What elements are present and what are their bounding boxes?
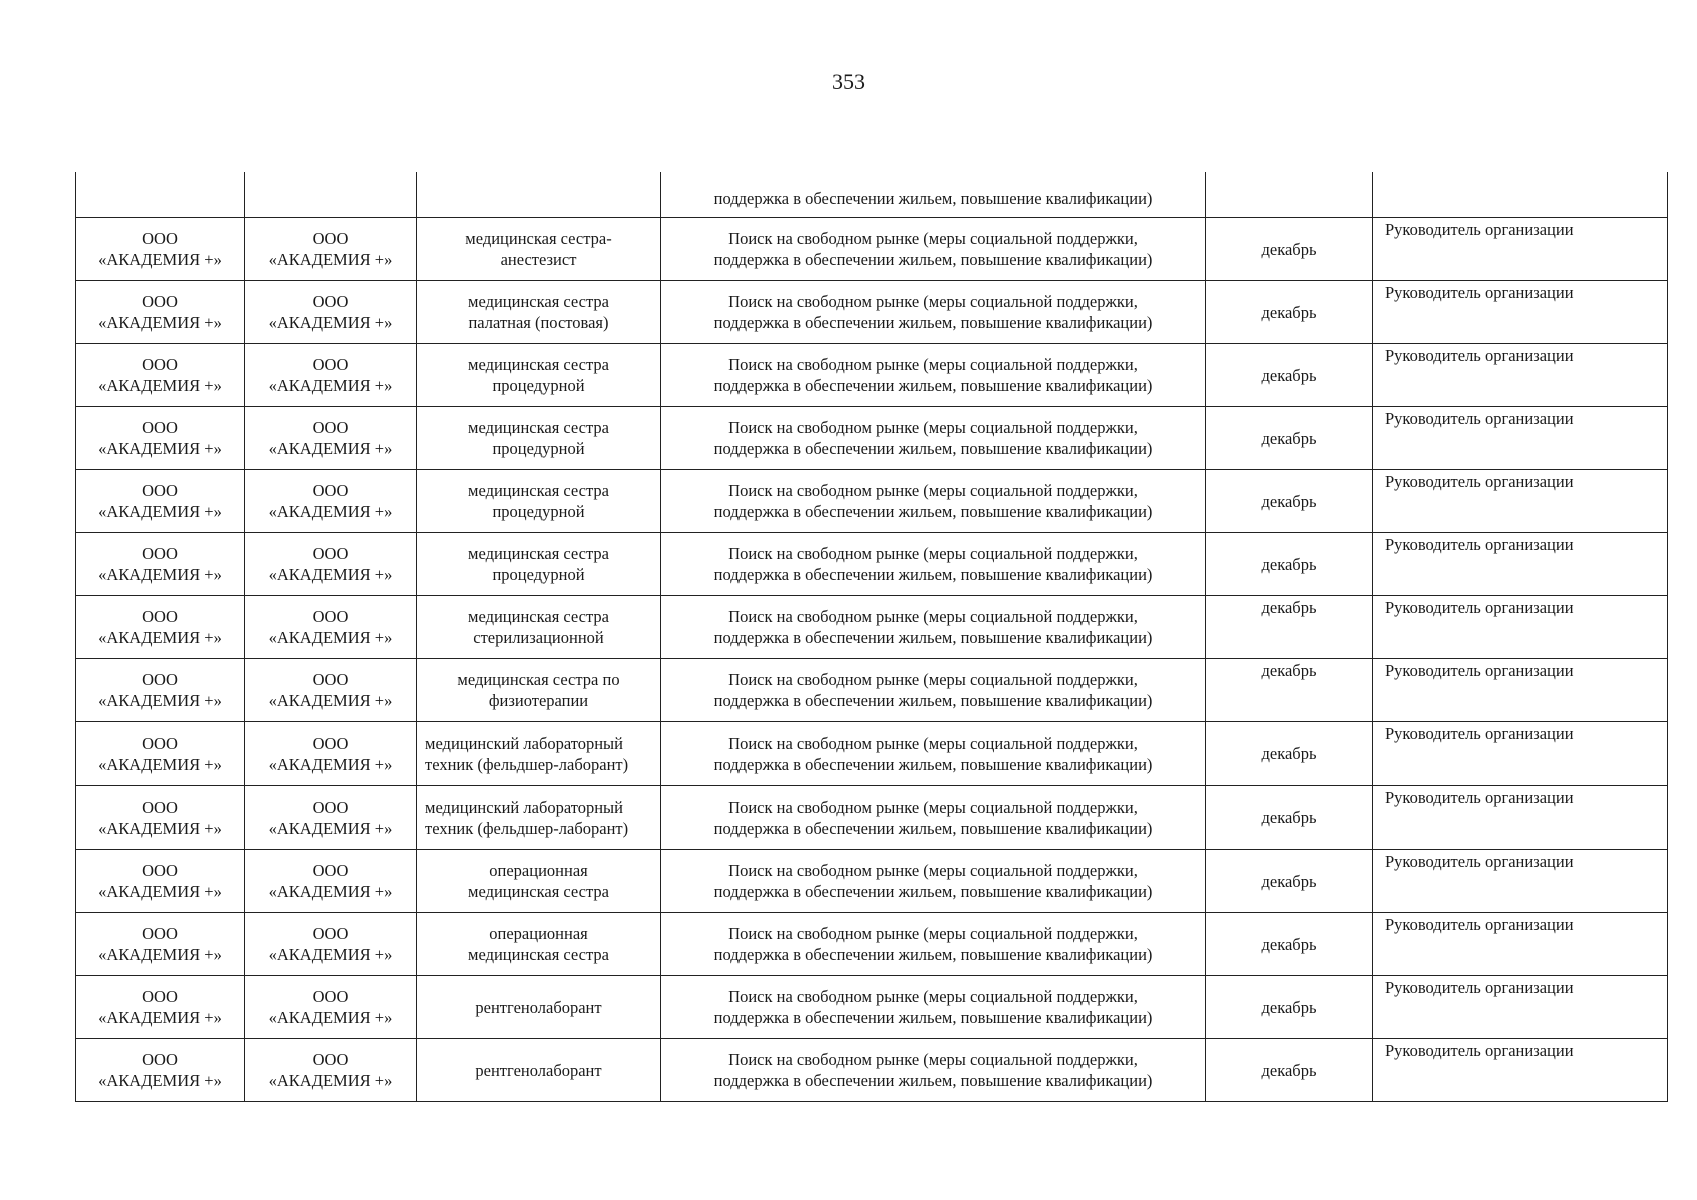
cell-month [1206, 172, 1373, 218]
staffing-table [75, 172, 1668, 1102]
measures-line: поддержка в обеспечении жильем, повышение квалификации) [713, 628, 1153, 647]
cell-responsible [1373, 172, 1668, 218]
cell-measures [661, 533, 1206, 596]
cell-month: декабрь [1206, 533, 1373, 596]
cell-position: медицинская сестра-анестезист [417, 218, 661, 281]
unit-line: «АКАДЕМИЯ +» [268, 1008, 393, 1027]
cell-responsible: Руководитель организации [1373, 722, 1668, 786]
cell-measures [661, 976, 1206, 1039]
cell-unit [245, 533, 417, 596]
measures-line: поддержка в обеспечении жильем, повышение квалификации) [713, 1008, 1153, 1027]
org-line: ООО [142, 481, 178, 500]
cell-measures [661, 218, 1206, 281]
cell-unit [245, 470, 417, 533]
cell-month: декабрь [1206, 913, 1373, 976]
page-number: 353 [832, 69, 865, 94]
org-line: «АКАДЕМИЯ +» [98, 1071, 222, 1090]
measures-line: поддержка в обеспечении жильем, повышение квалификации) [713, 754, 1153, 774]
cell-unit [245, 722, 417, 786]
cell-month: декабрь [1206, 407, 1373, 470]
unit-line: ООО [312, 1050, 349, 1069]
org-line: «АКАДЕМИЯ +» [98, 945, 222, 964]
cell-unit [245, 596, 417, 659]
cell-org [76, 470, 245, 533]
unit-line: «АКАДЕМИЯ +» [268, 882, 393, 901]
cell-org [76, 1039, 245, 1102]
cell-org [76, 976, 245, 1039]
cell-unit [245, 1039, 417, 1102]
unit-line: ООО [312, 924, 349, 943]
cell-month: декабрь [1206, 596, 1373, 659]
cell-measures [661, 281, 1206, 344]
org-line: ООО [142, 544, 178, 563]
cell-month: декабрь [1206, 218, 1373, 281]
measures-line: Поиск на свободном рынке (меры социальной поддержки, [728, 987, 1138, 1006]
cell-month: декабрь [1206, 344, 1373, 407]
org-line: «АКАДЕМИЯ +» [98, 818, 222, 838]
unit-line: «АКАДЕМИЯ +» [268, 1071, 393, 1090]
table-row [76, 344, 1668, 407]
cell-measures [661, 470, 1206, 533]
org-line: ООО [142, 987, 178, 1006]
measures-line: Поиск на свободном рынке (меры социальной поддержки, [728, 797, 1138, 817]
table-row [76, 659, 1668, 722]
unit-line: «АКАДЕМИЯ +» [268, 945, 393, 964]
org-line: ООО [142, 355, 178, 374]
unit-line: «АКАДЕМИЯ +» [268, 313, 393, 332]
table-body [76, 172, 1668, 1102]
cell-month: декабрь [1206, 1039, 1373, 1102]
unit-line: ООО [312, 861, 349, 880]
cell-position: медицинская сестра палатная (постовая) [417, 281, 661, 344]
cell-unit [245, 913, 417, 976]
cell-org [76, 913, 245, 976]
cell-position: рентгенолаборант [417, 976, 661, 1039]
table-row [76, 596, 1668, 659]
unit-line: ООО [312, 292, 349, 311]
cell-org [76, 218, 245, 281]
unit-line: «АКАДЕМИЯ +» [268, 818, 393, 838]
org-line: ООО [142, 607, 178, 626]
org-line: ООО [142, 924, 178, 943]
unit-line: «АКАДЕМИЯ +» [268, 502, 393, 521]
unit-line: ООО [312, 355, 349, 374]
measures-line: Поиск на свободном рынке (меры социальной поддержки, [728, 418, 1138, 437]
table-row [76, 407, 1668, 470]
measures-line: Поиск на свободном рынке (меры социальной поддержки, [728, 670, 1138, 689]
cell-org [76, 344, 245, 407]
org-line: ООО [142, 418, 178, 437]
table-row [76, 913, 1668, 976]
org-line: ООО [142, 733, 178, 753]
cell-responsible: Руководитель организации [1373, 344, 1668, 407]
org-line: «АКАДЕМИЯ +» [98, 439, 222, 458]
org-line: ООО [142, 229, 178, 248]
cell-position: медицинская сестра процедурной [417, 533, 661, 596]
unit-line: «АКАДЕМИЯ +» [268, 691, 393, 710]
cell-responsible: Руководитель организации [1373, 913, 1668, 976]
org-line: «АКАДЕМИЯ +» [98, 754, 222, 774]
measures-line: Поиск на свободном рынке (меры социальной поддержки, [728, 481, 1138, 500]
cell-responsible: Руководитель организации [1373, 407, 1668, 470]
table-row [76, 786, 1668, 850]
cell-unit [245, 218, 417, 281]
measures-line: поддержка в обеспечении жильем, повышение квалификации) [713, 818, 1153, 838]
cell-unit [245, 172, 417, 218]
cell-measures [661, 596, 1206, 659]
cell-position: операционная медицинская сестра [417, 850, 661, 913]
cell-measures [661, 659, 1206, 722]
cell-unit [245, 786, 417, 850]
measures-line: Поиск на свободном рынке (меры социальной поддержки, [728, 733, 1138, 753]
cell-month: декабрь [1206, 281, 1373, 344]
unit-line: ООО [312, 418, 349, 437]
cell-responsible: Руководитель организации [1373, 786, 1668, 850]
measures-line: поддержка в обеспечении жильем, повышение квалификации) [713, 313, 1153, 332]
cell-responsible: Руководитель организации [1373, 281, 1668, 344]
org-line: «АКАДЕМИЯ +» [98, 313, 222, 332]
table-row [76, 218, 1668, 281]
org-line: «АКАДЕМИЯ +» [98, 691, 222, 710]
org-line: «АКАДЕМИЯ +» [98, 250, 222, 269]
cell-month: декабрь [1206, 659, 1373, 722]
unit-line: ООО [312, 733, 349, 753]
cell-unit [245, 850, 417, 913]
measures-line: Поиск на свободном рынке (меры социальной поддержки, [728, 544, 1138, 563]
cell-month: декабрь [1206, 722, 1373, 786]
table-row [76, 722, 1668, 786]
measures-line: поддержка в обеспечении жильем, повышение квалификации) [713, 691, 1153, 710]
measures-line: поддержка в обеспечении жильем, повышение квалификации) [713, 882, 1153, 901]
unit-line: «АКАДЕМИЯ +» [268, 439, 393, 458]
measures-line: поддержка в обеспечении жильем, повышение квалификации) [713, 1071, 1153, 1090]
cell-measures [661, 1039, 1206, 1102]
cell-month: декабрь [1206, 850, 1373, 913]
cell-unit [245, 281, 417, 344]
measures-line: поддержка в обеспечении жильем, повышение квалификации) [713, 376, 1153, 395]
unit-line: «АКАДЕМИЯ +» [268, 628, 393, 647]
table-row [76, 281, 1668, 344]
measures-line: поддержка в обеспечении жильем, повышение квалификации) [713, 945, 1153, 964]
measures-line: Поиск на свободном рынке (меры социальной поддержки, [728, 229, 1138, 248]
measures-line: поддержка в обеспечении жильем, повышение квалификации) [713, 502, 1153, 521]
unit-line: ООО [312, 481, 349, 500]
cell-responsible: Руководитель организации [1373, 533, 1668, 596]
unit-line: «АКАДЕМИЯ +» [268, 754, 393, 774]
measures-line: поддержка в обеспечении жильем, повышение квалификации) [713, 565, 1153, 584]
org-line: «АКАДЕМИЯ +» [98, 628, 222, 647]
unit-line: ООО [312, 544, 349, 563]
measures-line: Поиск на свободном рынке (меры социальной поддержки, [728, 292, 1138, 311]
cell-responsible: Руководитель организации [1373, 596, 1668, 659]
cell-month: декабрь [1206, 470, 1373, 533]
cell-org [76, 172, 245, 218]
cell-unit [245, 344, 417, 407]
unit-line: ООО [312, 987, 349, 1006]
measures-line: Поиск на свободном рынке (меры социальной поддержки, [728, 924, 1138, 943]
measures-line: Поиск на свободном рынке (меры социальной поддержки, [728, 1050, 1138, 1069]
cell-org [76, 786, 245, 850]
cell-position: медицинская сестра по физиотерапии [417, 659, 661, 722]
measures-line: поддержка в обеспечении жильем, повышение квалификации) [713, 439, 1153, 458]
cell-responsible: Руководитель организации [1373, 1039, 1668, 1102]
cell-responsible: Руководитель организации [1373, 218, 1668, 281]
unit-line: «АКАДЕМИЯ +» [268, 376, 393, 395]
cell-month: декабрь [1206, 976, 1373, 1039]
measures-line: Поиск на свободном рынке (меры социальной поддержки, [728, 355, 1138, 374]
cell-org [76, 407, 245, 470]
table-row [76, 976, 1668, 1039]
cell-measures [661, 722, 1206, 786]
org-line: «АКАДЕМИЯ +» [98, 882, 222, 901]
table-row [76, 470, 1668, 533]
cell-org [76, 659, 245, 722]
org-line: ООО [142, 292, 178, 311]
org-line: ООО [142, 1050, 178, 1069]
org-line: ООО [142, 670, 178, 689]
unit-line: ООО [312, 797, 349, 817]
unit-line: ООО [312, 607, 349, 626]
cell-measures [661, 344, 1206, 407]
cell-measures [661, 407, 1206, 470]
cell-month: декабрь [1206, 786, 1373, 850]
measures-line: Поиск на свободном рынке (меры социальной поддержки, [728, 607, 1138, 626]
cell-responsible: Руководитель организации [1373, 659, 1668, 722]
cell-responsible: Руководитель организации [1373, 850, 1668, 913]
org-line: ООО [142, 861, 178, 880]
org-line: «АКАДЕМИЯ +» [98, 502, 222, 521]
cell-position: медицинский лабораторный техник (фельдшер-лаборант) [417, 722, 661, 786]
org-line: «АКАДЕМИЯ +» [98, 565, 222, 584]
cell-unit [245, 976, 417, 1039]
cell-position: медицинский лабораторный техник (фельдшер-лаборант) [417, 786, 661, 850]
cell-measures [661, 786, 1206, 850]
table-row [76, 533, 1668, 596]
cell-position: медицинская сестра процедурной [417, 470, 661, 533]
cell-position: медицинская сестра процедурной [417, 407, 661, 470]
measures-line: Поиск на свободном рынке (меры социальной поддержки, [728, 861, 1138, 880]
unit-line: ООО [312, 670, 349, 689]
measures-line: поддержка в обеспечении жильем, повышение квалификации) [713, 250, 1153, 269]
org-line: «АКАДЕМИЯ +» [98, 376, 222, 395]
cell-measures [661, 850, 1206, 913]
cell-measures: поддержка в обеспечении жильем, повышение квалификации) [661, 172, 1206, 218]
unit-line: ООО [312, 229, 349, 248]
cell-org [76, 281, 245, 344]
cell-org [76, 596, 245, 659]
table-row-continuation [76, 172, 1668, 218]
unit-line: «АКАДЕМИЯ +» [268, 250, 393, 269]
cell-unit [245, 659, 417, 722]
cell-position: рентгенолаборант [417, 1039, 661, 1102]
org-line: ООО [142, 797, 178, 817]
org-line: «АКАДЕМИЯ +» [98, 1008, 222, 1027]
unit-line: «АКАДЕМИЯ +» [268, 565, 393, 584]
cell-position: медицинская сестра стерилизационной [417, 596, 661, 659]
cell-org [76, 533, 245, 596]
cell-measures [661, 913, 1206, 976]
cell-position: медицинская сестра процедурной [417, 344, 661, 407]
cell-org [76, 722, 245, 786]
table-row [76, 1039, 1668, 1102]
cell-position [417, 172, 661, 218]
cell-unit [245, 407, 417, 470]
table-row [76, 850, 1668, 913]
cell-position: операционная медицинская сестра [417, 913, 661, 976]
cell-responsible: Руководитель организации [1373, 470, 1668, 533]
cell-responsible: Руководитель организации [1373, 976, 1668, 1039]
cell-org [76, 850, 245, 913]
